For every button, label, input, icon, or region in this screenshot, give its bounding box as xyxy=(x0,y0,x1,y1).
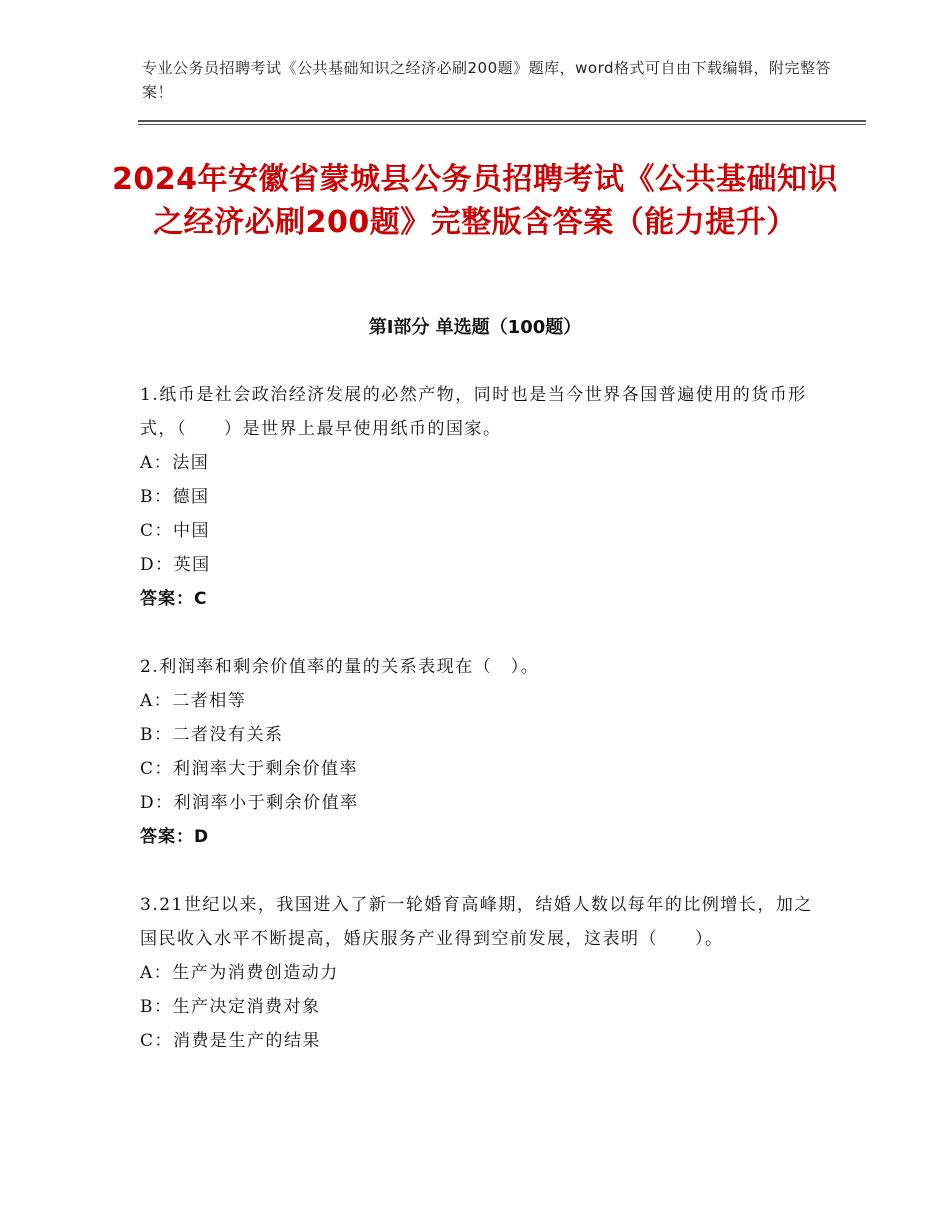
answer-line: 答案：C xyxy=(140,589,208,609)
option-a: A：法国 xyxy=(140,453,210,473)
question-stem: 1.纸币是社会政治经济发展的必然产物，同时也是当今世界各国普遍使用的货币形式，（ ）是世界上最早使用纸币的国家。 xyxy=(140,385,807,439)
question-3 xyxy=(140,888,820,1058)
question-list xyxy=(140,378,820,1092)
question-1 xyxy=(140,378,820,616)
answer-line: 答案：D xyxy=(140,827,210,847)
question-stem: 2.利润率和剩余价值率的量的关系表现在（ ）。 xyxy=(140,657,540,677)
option-b: B：二者没有关系 xyxy=(140,725,284,745)
question-stem: 3.21世纪以来，我国进入了新一轮婚育高峰期，结婚人数以每年的比例增长，加之国民收入水平不断提高，婚庆服务产业得到空前发展，这表明（ ）。 xyxy=(140,895,813,949)
option-c: C：利润率大于剩余价值率 xyxy=(140,759,359,779)
option-c: C：消费是生产的结果 xyxy=(140,1031,322,1051)
option-d: D：利润率小于剩余价值率 xyxy=(140,793,359,813)
option-b: B：生产决定消费对象 xyxy=(140,997,321,1017)
header-divider-thick xyxy=(138,120,866,122)
question-2 xyxy=(140,650,820,854)
option-b: B：德国 xyxy=(140,487,210,507)
section-title: 第Ⅰ部分 单选题（100题） xyxy=(368,317,582,338)
header-divider-thin xyxy=(138,124,866,125)
option-c: C：中国 xyxy=(140,521,211,541)
option-d: D：英国 xyxy=(140,555,211,575)
option-a: A：二者相等 xyxy=(140,691,247,711)
option-a: A：生产为消费创造动力 xyxy=(140,963,339,983)
document-title: 2024年安徽省蒙城县公务员招聘考试《公共基础知识之经济必刷200题》完整版含答案（能力提升） xyxy=(112,162,838,240)
header-note: 专业公务员招聘考试《公共基础知识之经济必刷200题》题库，word格式可自由下载编辑，附完整答案！ xyxy=(142,59,832,101)
